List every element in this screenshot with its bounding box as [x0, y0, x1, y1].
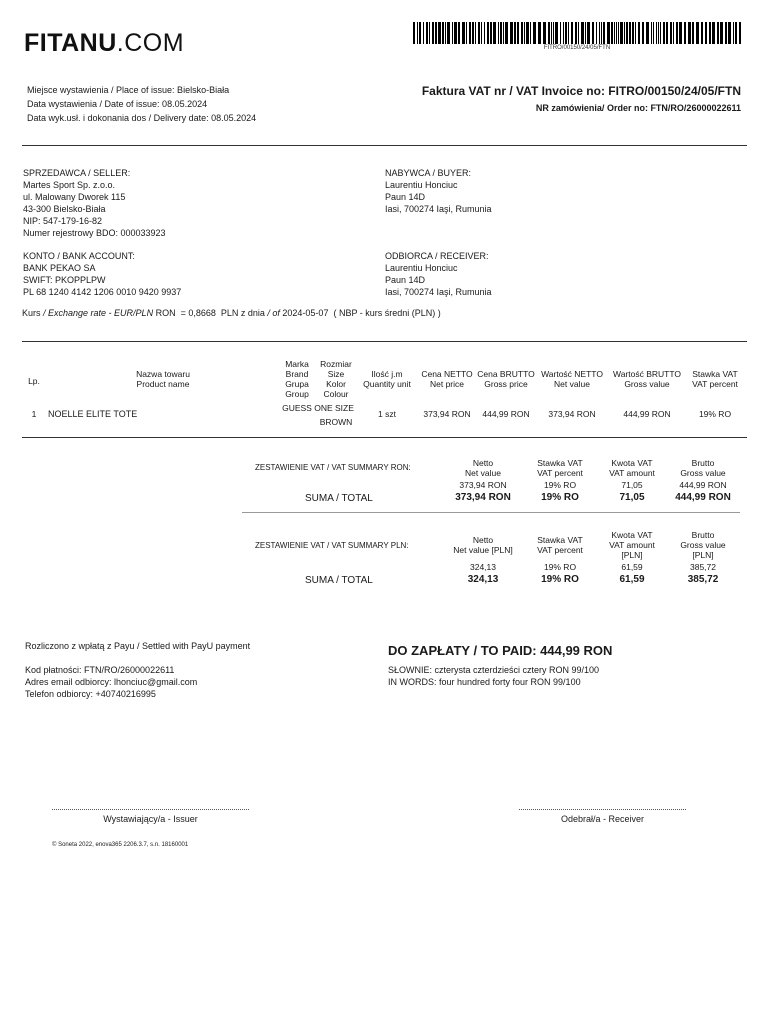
barcode-bar	[735, 22, 737, 44]
amount-words-pl: SŁOWNIE: czterysta czterdzieści cztery RON 99/100	[388, 665, 600, 675]
row-product-name: NOELLE ELITE TOTE	[48, 409, 138, 419]
vat-pln-header-amount	[598, 530, 666, 560]
barcode-bar	[646, 22, 649, 44]
col-header-colour-en: Colour	[323, 389, 349, 399]
barcode-bar	[475, 22, 476, 44]
receiver-line: Iasi, 700274 Iaşi, Rumunia	[385, 287, 492, 297]
amount-in-words	[388, 664, 599, 688]
vat-ron-header-net	[448, 458, 518, 478]
barcode-bar	[526, 22, 529, 44]
barcode-bar	[739, 22, 741, 44]
barcode-bar	[487, 22, 489, 44]
barcode-bar	[510, 22, 513, 44]
barcode-bar	[571, 22, 573, 44]
vat-pln-header-gross-en: Gross value	[680, 540, 726, 550]
row-lp: 1	[31, 409, 37, 419]
software-footer: © Soneta 2022, enova365 2206.3.7, s.n. 18160001	[52, 842, 189, 848]
issuer-signature-label: Wystawiający/a - Issuer	[103, 814, 198, 824]
vat-pln-total-gross: 385,72	[687, 574, 719, 585]
barcode-bar	[447, 22, 450, 44]
vat-pln-total-rate: 19% RO	[541, 574, 579, 585]
barcode-bar	[524, 22, 525, 44]
barcode-bar	[429, 22, 430, 44]
vat-ron-header-amount	[598, 458, 666, 478]
bank-line: BANK PEKAO SA	[23, 263, 96, 273]
col-header-gross-value-en: Gross value	[624, 379, 670, 389]
barcode-bar	[701, 22, 703, 44]
barcode-bar	[469, 22, 471, 44]
col-header-net-value	[536, 369, 608, 389]
vat-ron-total-rate: 19% RO	[541, 492, 579, 503]
vat-pln-net: 324,13	[470, 562, 496, 572]
vat-summary-divider	[242, 512, 740, 513]
vat-ron-header-rate	[524, 458, 596, 478]
vat-ron-header-amount-en: VAT amount	[609, 468, 655, 478]
barcode-bar	[624, 22, 625, 44]
barcode-bar	[500, 22, 502, 44]
barcode-bar	[642, 22, 644, 44]
barcode-bar	[658, 22, 659, 44]
row-net-value: 373,94 RON	[548, 409, 596, 419]
col-header-name-en: Product name	[136, 379, 190, 389]
barcode-bar	[629, 22, 631, 44]
buyer-line: Laurentiu Honciuc	[385, 180, 458, 190]
place-of-issue: Miejsce wystawienia / Place of issue: Bielsko-Biała	[27, 85, 230, 95]
barcode-bar	[638, 22, 640, 44]
receiver-signature-line	[519, 809, 686, 810]
buyer-heading: NABYWCA / BUYER:	[385, 168, 472, 178]
col-header-qty-en: Quantity unit	[363, 379, 411, 389]
barcode-bar	[466, 22, 467, 44]
barcode-bar	[484, 22, 485, 44]
barcode-bar	[611, 22, 613, 44]
barcode-bar	[575, 22, 577, 44]
col-header-name	[112, 369, 214, 389]
barcode-bar	[472, 22, 474, 44]
vat-pln-header-gross-pl: Brutto	[691, 530, 715, 540]
barcode-bar	[632, 22, 634, 44]
receiver-block	[385, 250, 492, 298]
barcode-bar	[530, 22, 531, 44]
col-header-net-price-en: Net price	[429, 379, 464, 389]
logo-bold: FITANU	[24, 29, 117, 57]
vat-ron-header-rate-pl: Stawka VAT	[537, 458, 583, 468]
vat-pln-header-rate-pl: Stawka VAT	[537, 535, 583, 545]
barcode-bar	[656, 22, 657, 44]
barcode-bar	[596, 22, 597, 44]
row-brand-size: GUESS ONE SIZE	[282, 403, 354, 413]
col-header-qty	[356, 369, 418, 389]
barcode-bar	[514, 22, 516, 44]
barcode-bar	[454, 22, 457, 44]
vat-ron-amount: 71,05	[621, 480, 643, 490]
vat-pln-rate: 19% RO	[543, 562, 577, 572]
barcode-bar	[603, 22, 605, 44]
fitanu-logo	[24, 30, 184, 56]
barcode-bar	[521, 22, 523, 44]
barcode-bar	[651, 22, 652, 44]
seller-line: 43-300 Bielsko-Biała	[23, 204, 106, 214]
row-net-price: 373,94 RON	[423, 409, 471, 419]
vat-ron-header-gross-pl: Brutto	[691, 458, 715, 468]
barcode-bar	[614, 22, 615, 44]
vat-ron-header-net-pl: Netto	[472, 458, 494, 468]
vat-pln-total-amount: 61,59	[619, 574, 645, 585]
barcode-bar	[445, 22, 446, 44]
barcode-bar	[452, 22, 453, 44]
vat-ron-header-gross	[668, 458, 738, 478]
vat-ron-label: ZESTAWIENIE VAT / VAT SUMMARY RON:	[255, 463, 411, 472]
barcode-bar	[692, 22, 694, 44]
barcode-bar	[417, 22, 418, 44]
barcode-bar	[423, 22, 424, 44]
receiver-line: Laurentiu Honciuc	[385, 263, 458, 273]
barcode-bar	[601, 22, 602, 44]
vat-pln-header-net	[444, 535, 522, 555]
barcode-bar	[666, 22, 668, 44]
barcode-bar	[413, 22, 415, 44]
barcode-bar	[435, 22, 437, 44]
barcode-text: FITRO/00150/24/05/FTN	[543, 45, 611, 51]
col-header-vat-pl: Stawka VAT	[692, 369, 738, 379]
barcode-bar	[481, 22, 482, 44]
barcode-bar	[563, 22, 564, 44]
row-gross-price: 444,99 RON	[482, 409, 530, 419]
divider-top	[22, 145, 747, 146]
date-of-issue: Data wystawienia / Date of issue: 08.05.2024	[27, 99, 208, 109]
bank-line: SWIFT: PKOPPLPW	[23, 275, 106, 285]
barcode-bar	[538, 22, 541, 44]
barcode-bar	[599, 22, 600, 44]
barcode-bar	[553, 22, 554, 44]
col-header-brand-en: Brand	[285, 369, 309, 379]
barcode-bar	[635, 22, 636, 44]
amount-to-pay: DO ZAPŁATY / TO PAID: 444,99 RON	[388, 643, 613, 658]
barcode-bar	[712, 22, 715, 44]
col-header-group-pl: Grupa	[285, 379, 309, 389]
barcode-bar	[585, 22, 586, 44]
barcode-bar	[618, 22, 619, 44]
bank-block	[23, 250, 181, 298]
amount-words-en: IN WORDS: four hundred forty four RON 99/100	[388, 677, 581, 687]
vat-pln-header-amount-unit: [PLN]	[621, 550, 643, 560]
barcode-bar	[607, 22, 610, 44]
vat-pln-header-gross-unit: [PLN]	[692, 550, 714, 560]
barcode-bar	[548, 22, 550, 44]
barcode-bar	[503, 22, 504, 44]
col-header-size-pl: Rozmiar	[320, 359, 352, 369]
delivery-date: Data wyk.usł. i dokonania dos / Delivery date: 08.05.2024	[27, 113, 257, 123]
buyer-line: Paun 14D	[385, 192, 426, 202]
barcode-bar	[493, 22, 496, 44]
vat-ron-total-net: 373,94 RON	[455, 492, 511, 503]
items-table-bottom-border	[22, 437, 747, 438]
barcode-bar	[517, 22, 519, 44]
barcode-bar	[458, 22, 460, 44]
issue-info	[27, 83, 256, 125]
col-header-net-price	[418, 369, 476, 389]
barcode-bar	[676, 22, 678, 44]
row-qty: 1 szt	[378, 409, 396, 419]
vat-pln-amount: 61,59	[621, 562, 643, 572]
barcode-bar	[426, 22, 428, 44]
logo-light: .COM	[116, 29, 185, 57]
barcode-bar	[543, 22, 546, 44]
barcode-bar	[717, 22, 719, 44]
barcode-bar	[490, 22, 492, 44]
vat-pln-header-net-pl: Netto	[472, 535, 494, 545]
barcode-bar	[688, 22, 691, 44]
col-header-net-value-pl: Wartość NETTO	[541, 369, 603, 379]
vat-ron-total-amount: 71,05	[619, 492, 645, 503]
barcode-bar	[438, 22, 441, 44]
barcode-bar	[533, 22, 536, 44]
barcode-bar	[733, 22, 734, 44]
col-header-lp: Lp.	[28, 376, 40, 386]
col-header-size-en: Size	[327, 369, 345, 379]
barcode-bar	[653, 22, 654, 44]
issuer-signature-line	[52, 809, 249, 810]
barcode-bar	[560, 22, 561, 44]
col-header-vat-en: VAT percent	[692, 379, 738, 389]
vat-pln-gross: 385,72	[690, 562, 716, 572]
exchange-middle: RON = 0,8668 PLN z dnia	[153, 308, 268, 318]
barcode-bar	[578, 22, 579, 44]
vat-pln-total-label: SUMA / TOTAL	[305, 575, 373, 586]
barcode-bar	[462, 22, 465, 44]
exchange-prefix: Kurs	[22, 308, 44, 318]
buyer-line: Iasi, 700274 Iaşi, Rumunia	[385, 204, 492, 214]
row-colour: BROWN	[319, 417, 353, 427]
col-header-colour-pl: Kolor	[326, 379, 346, 389]
col-header-name-pl: Nazwa towaru	[136, 369, 190, 379]
vat-ron-total-label: SUMA / TOTAL	[305, 493, 373, 504]
col-header-gross-price-en: Gross price	[484, 379, 528, 389]
vat-pln-total-net: 324,13	[467, 574, 499, 585]
vat-ron-rate: 19% RO	[543, 480, 577, 490]
buyer-block	[385, 167, 492, 215]
barcode-bar	[696, 22, 699, 44]
seller-line: Martes Sport Sp. z.o.o.	[23, 180, 116, 190]
barcode-bar	[670, 22, 672, 44]
barcode-bar	[592, 22, 594, 44]
vat-ron-header-amount-pl: Kwota VAT	[611, 458, 653, 468]
vat-ron-header-gross-en: Gross value	[680, 468, 726, 478]
col-header-brand-pl: Marka	[285, 359, 309, 369]
vat-pln-header-net-en: Net value [PLN]	[453, 545, 513, 555]
barcode-bar	[555, 22, 558, 44]
items-table-top-border	[22, 341, 747, 342]
barcode-bar	[663, 22, 665, 44]
payment-code: Kod płatności: FTN/RO/26000022611	[25, 665, 175, 675]
col-header-gross-value	[608, 369, 686, 389]
barcode-bar	[725, 22, 727, 44]
barcode-bar	[551, 22, 552, 44]
vat-ron-net: 373,94 RON	[459, 480, 507, 490]
col-header-size	[316, 359, 356, 399]
receiver-email: Adres email odbiorcy: lhonciuc@gmail.com	[25, 677, 198, 687]
seller-line: Numer rejestrowy BDO: 000033923	[23, 228, 166, 238]
exchange-of: / of	[267, 308, 280, 318]
payment-settled: Rozliczono z wpłatą z Payu / Settled with PayU payment	[25, 641, 251, 651]
receiver-line: Paun 14D	[385, 275, 426, 285]
barcode-bar	[419, 22, 421, 44]
barcode-bar	[709, 22, 711, 44]
barcode-bar	[720, 22, 723, 44]
receiver-heading: ODBIORCA / RECEIVER:	[385, 251, 489, 261]
col-header-net-price-pl: Cena NETTO	[421, 369, 473, 379]
receiver-phone: Telefon odbiorcy: +40740216995	[25, 689, 156, 699]
barcode-bar	[442, 22, 444, 44]
row-vat: 19% RO	[698, 409, 732, 419]
barcode-bar	[565, 22, 567, 44]
vat-pln-header-amount-en: VAT amount	[609, 540, 655, 550]
vat-ron-gross: 444,99 RON	[679, 480, 727, 490]
barcode-bar	[684, 22, 686, 44]
barcode-bar	[626, 22, 628, 44]
vat-pln-header-amount-pl: Kwota VAT	[611, 530, 653, 540]
col-header-vat	[686, 369, 744, 389]
exchange-suffix: 2024-05-07 ( NBP - kurs średni (PLN) )	[279, 308, 441, 318]
exchange-rate	[22, 307, 441, 319]
invoice-title: Faktura VAT nr / VAT Invoice no: FITRO/00150/24/05/FTN	[421, 84, 741, 98]
vat-pln-header-rate	[524, 535, 596, 555]
barcode-bar	[616, 22, 617, 44]
barcode-bar	[568, 22, 569, 44]
col-header-net-value-en: Net value	[554, 379, 590, 389]
order-number: NR zamówienia/ Order no: FTN/RO/26000022611	[535, 103, 741, 113]
barcode-bar	[620, 22, 623, 44]
receiver-signature-label: Odebrał/a - Receiver	[560, 814, 645, 824]
barcode-bar	[581, 22, 584, 44]
col-header-group-en: Group	[285, 389, 309, 399]
barcode-bar	[705, 22, 707, 44]
bank-line: PL 68 1240 4142 1206 0010 9420 9937	[23, 287, 182, 297]
seller-heading: SPRZEDAWCA / SELLER:	[23, 168, 131, 178]
seller-line: ul. Malowany Dworek 115	[23, 192, 126, 202]
barcode-bar	[679, 22, 682, 44]
vat-ron-total-gross: 444,99 RON	[675, 492, 731, 503]
vat-ron-header-net-en: Net value	[465, 468, 501, 478]
payment-details	[25, 664, 197, 700]
barcode-bar	[432, 22, 434, 44]
bank-heading: KONTO / BANK ACCOUNT:	[23, 251, 135, 261]
col-header-gross-value-pl: Wartość BRUTTO	[612, 369, 681, 379]
seller-block	[23, 167, 166, 239]
seller-line: NIP: 547-179-16-82	[23, 216, 103, 226]
barcode-bar	[660, 22, 661, 44]
vat-ron-header-rate-en: VAT percent	[537, 468, 583, 478]
exchange-label: / Exchange rate - EUR/PLN	[43, 308, 154, 318]
barcode-bar	[673, 22, 674, 44]
vat-pln-header-rate-en: VAT percent	[537, 545, 583, 555]
col-header-qty-pl: Ilość j.m	[371, 369, 403, 379]
barcode-bar	[498, 22, 499, 44]
barcode-bar	[505, 22, 508, 44]
barcode-bar	[478, 22, 480, 44]
row-gross-value: 444,99 RON	[623, 409, 671, 419]
barcode	[413, 22, 741, 44]
vat-pln-header-gross	[668, 530, 738, 560]
barcode-bar	[587, 22, 590, 44]
col-header-gross-price-pl: Cena BRUTTO	[477, 369, 535, 379]
col-header-brand	[278, 359, 316, 399]
barcode-bar	[728, 22, 731, 44]
col-header-gross-price	[476, 369, 536, 389]
vat-pln-label: ZESTAWIENIE VAT / VAT SUMMARY PLN:	[255, 541, 409, 550]
